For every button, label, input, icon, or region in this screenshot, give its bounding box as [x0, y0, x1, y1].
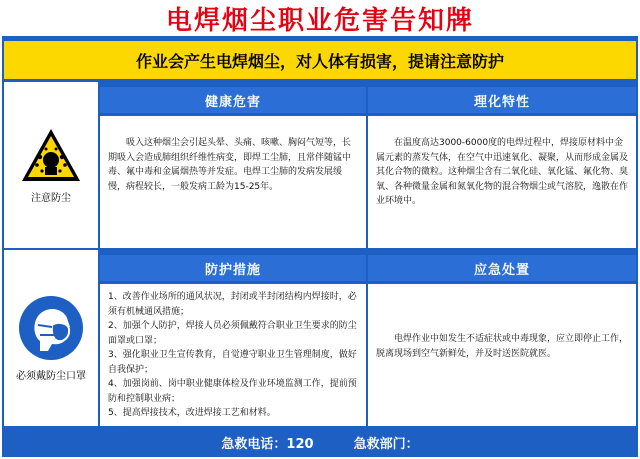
properties-body — [368, 116, 636, 248]
protection-list — [108, 290, 360, 421]
mandatory-sign-label: 必须戴防尘口罩 — [16, 370, 86, 382]
mandatory-sign-cell — [4, 250, 98, 426]
list-item: 1、改善作业场所的通风状况，封闭或半封闭结构内焊接时，必须有机械通风措施； — [108, 292, 357, 317]
health-hazard-heading: 健康危害 — [100, 87, 366, 113]
protection-heading: 防护措施 — [100, 255, 366, 281]
emergency-department: 急救部门： — [353, 436, 419, 452]
properties-text: 在温度高达3000-6000度的电焊过程中，焊接原材料中金属元素的蒸发气体，在空气中迅速氧化、凝聚，从而形成金属及其化合物的微粒。这种烟尘含有二氧化硅、氧化锰、氟化物、臭氧、各种微量金属和氮氧化物的混合物烟尘或气溶胶，逸散在作业环境中。 — [376, 138, 629, 206]
emergency-phone: 急救电话：120 — [221, 436, 314, 452]
emergency-body — [368, 284, 636, 426]
list-item: 4、加强岗前、岗中职业健康体检及作业环境监测工作，提前预防和控制职业病； — [108, 379, 357, 404]
warning-sign-label: 注意防尘 — [31, 192, 71, 204]
list-item: 5、提高焊接技术，改进焊接工艺和材料。 — [108, 408, 276, 418]
warning-sign-cell — [4, 82, 98, 248]
health-hazard-text: 吸入这种烟尘会引起头晕、头痛、咳嗽、胸闷气短等，长期吸入会造成肺组织纤维性病变，即焊工尘肺，且常伴随锰中毒、氟中毒和金属烟热等并发症。电焊工尘肺的发病发展缓慢，病程较长，一般发病工龄为15-25年。 — [108, 138, 352, 192]
list-item: 2、加强个人防护，焊接人员必须佩戴符合职业卫生要求的防尘面罩或口罩； — [108, 321, 357, 346]
properties-heading: 理化特性 — [368, 87, 636, 113]
footer-bar — [4, 428, 636, 456]
health-hazard-body — [100, 116, 366, 248]
emergency-heading: 应急处置 — [368, 255, 636, 281]
sign-title: 电焊烟尘职业危害告知牌 — [165, 5, 474, 36]
dust-warning-icon — [20, 127, 82, 183]
list-item: 3、强化职业卫生宣传教育，自觉遵守职业卫生管理制度，做好自我保护； — [108, 350, 357, 375]
dust-mask-icon — [18, 295, 84, 361]
emergency-text: 电焊作业中如发生不适症状或中毒现象，应立即停止工作，脱离现场到空气新鲜处，并及时送医院就医。 — [376, 334, 629, 359]
protection-body — [100, 284, 366, 426]
subtitle-banner: 作业会产生电焊烟尘，对人体有损害，提请注意防护 — [4, 41, 636, 79]
